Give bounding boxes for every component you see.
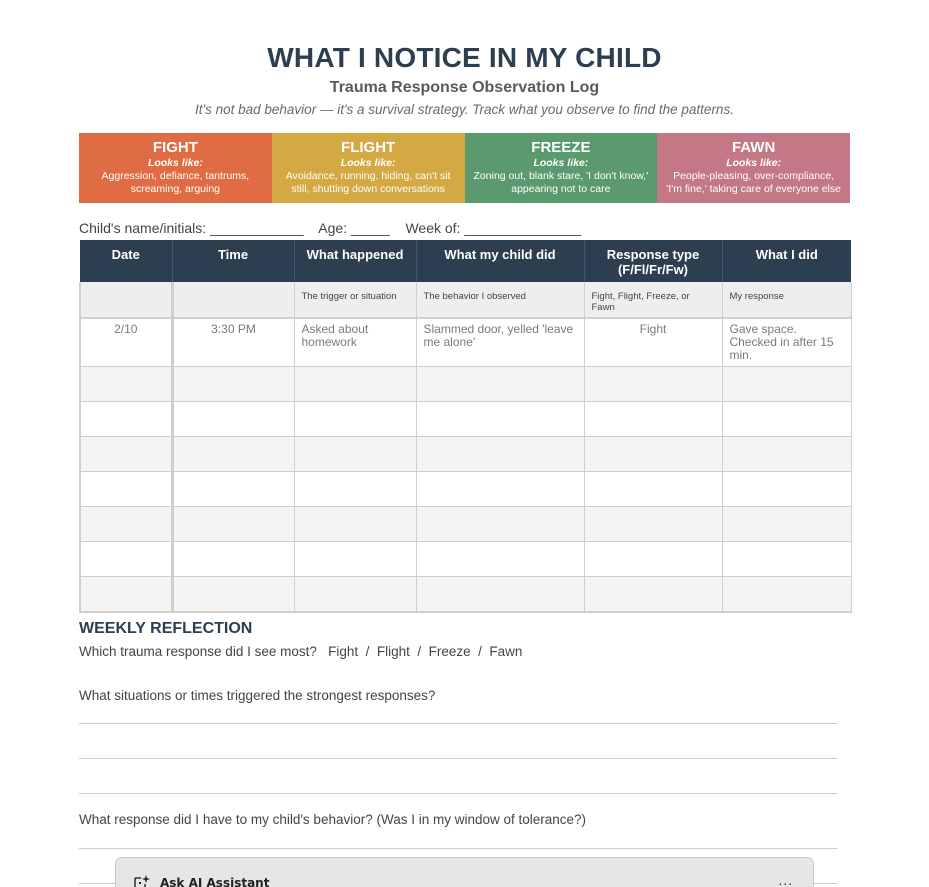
table-cell[interactable] bbox=[80, 507, 172, 542]
table-cell[interactable] bbox=[584, 437, 722, 472]
table-row bbox=[80, 318, 851, 367]
table-cell[interactable] bbox=[416, 437, 584, 472]
table-cell[interactable]: Slammed door, yelled 'leave me alone' bbox=[416, 318, 584, 367]
card-name: FLIGHT bbox=[341, 139, 396, 156]
table-hint-row bbox=[80, 282, 851, 318]
table-cell[interactable] bbox=[416, 542, 584, 577]
table-cell[interactable] bbox=[416, 472, 584, 507]
table-row bbox=[80, 437, 851, 472]
child-info-line[interactable]: Child's name/initials: ____________ Age: _____ Week of: _______________ bbox=[79, 220, 582, 236]
table-cell[interactable] bbox=[584, 472, 722, 507]
card-fight bbox=[79, 133, 272, 203]
header-label-sub: (F/Fl/Fr/Fw) bbox=[617, 262, 689, 277]
table-cell[interactable]: Asked about homework bbox=[294, 318, 416, 367]
table-cell[interactable] bbox=[172, 437, 294, 472]
card-looks-label: Looks like: bbox=[340, 157, 396, 169]
table-cell[interactable] bbox=[722, 577, 851, 612]
header-label: What my child did bbox=[444, 247, 556, 262]
table-cell[interactable] bbox=[294, 577, 416, 612]
card-fawn bbox=[657, 133, 850, 203]
card-desc: Aggression, defiance, tantrums, bbox=[101, 170, 250, 182]
hint-cell: The trigger or situation bbox=[294, 282, 416, 318]
reflection-question-triggers: What situations or times triggered the strongest responses? bbox=[79, 688, 436, 703]
weekly-reflection-heading: WEEKLY REFLECTION bbox=[79, 620, 253, 637]
table-cell[interactable] bbox=[722, 367, 851, 402]
table-cell[interactable] bbox=[416, 402, 584, 437]
table-cell[interactable] bbox=[294, 507, 416, 542]
table-cell[interactable] bbox=[172, 542, 294, 577]
hint-cell bbox=[80, 282, 172, 318]
table-row bbox=[80, 402, 851, 437]
answer-line[interactable] bbox=[79, 848, 837, 849]
table-cell[interactable] bbox=[722, 437, 851, 472]
hint-cell: My response bbox=[722, 282, 851, 318]
header-label: What happened bbox=[306, 247, 404, 262]
table-cell[interactable]: 3:30 PM bbox=[172, 318, 294, 367]
response-cards bbox=[79, 133, 850, 203]
table-cell[interactable] bbox=[584, 542, 722, 577]
table-cell[interactable] bbox=[172, 472, 294, 507]
card-desc: appearing not to care bbox=[511, 183, 611, 195]
table-cell[interactable] bbox=[722, 402, 851, 437]
card-desc: People-pleasing, over-compliance, bbox=[673, 170, 835, 182]
table-cell[interactable] bbox=[80, 472, 172, 507]
table-row bbox=[80, 577, 851, 612]
table-row bbox=[80, 542, 851, 577]
table-cell[interactable] bbox=[80, 367, 172, 402]
card-freeze bbox=[465, 133, 658, 203]
answer-line[interactable] bbox=[79, 793, 837, 794]
table-cell[interactable] bbox=[722, 507, 851, 542]
table-cell[interactable] bbox=[294, 437, 416, 472]
reflection-question-most-seen: Which trauma response did I see most? Fight / Flight / Freeze / Fawn bbox=[79, 644, 523, 659]
reflection-question-my-response: What response did I have to my child's behavior? (Was I in my window of tolerance?) bbox=[79, 812, 587, 827]
card-desc: screaming, arguing bbox=[130, 183, 221, 195]
table-cell[interactable] bbox=[416, 577, 584, 612]
observation-log-table bbox=[79, 240, 852, 613]
table-cell[interactable] bbox=[294, 472, 416, 507]
card-desc: 'I'm fine,' taking care of everyone else bbox=[666, 183, 841, 195]
page-title: WHAT I NOTICE IN MY CHILD bbox=[267, 42, 662, 73]
table-cell[interactable] bbox=[294, 367, 416, 402]
table-header-row bbox=[80, 240, 851, 282]
card-desc: Zoning out, blank stare, 'I don't know,' bbox=[473, 170, 649, 182]
ask-ai-assistant-label[interactable]: Ask AI Assistant bbox=[160, 876, 270, 887]
table-cell[interactable] bbox=[80, 577, 172, 612]
card-desc: still, shutting down conversations bbox=[291, 183, 445, 195]
answer-line[interactable] bbox=[79, 758, 837, 759]
header-what-happened bbox=[294, 240, 416, 282]
card-name: FREEZE bbox=[531, 139, 591, 156]
table-cell[interactable]: Gave space. Checked in after 15 min. bbox=[722, 318, 851, 367]
ai-sparkle-icon bbox=[134, 875, 150, 887]
table-cell[interactable] bbox=[80, 437, 172, 472]
header-label: Date bbox=[111, 247, 140, 262]
table-cell[interactable] bbox=[172, 577, 294, 612]
hint-cell: The behavior I observed bbox=[416, 282, 584, 318]
table-cell[interactable] bbox=[722, 472, 851, 507]
card-looks-label: Looks like: bbox=[533, 157, 589, 169]
card-looks-label: Looks like: bbox=[147, 157, 203, 169]
page-subtitle: Trauma Response Observation Log bbox=[329, 79, 600, 96]
table-row bbox=[80, 472, 851, 507]
hint-cell bbox=[172, 282, 294, 318]
hint-cell: Fight, Flight, Freeze, or Fawn bbox=[584, 282, 722, 318]
table-cell[interactable] bbox=[584, 402, 722, 437]
table-cell[interactable] bbox=[416, 507, 584, 542]
header-response-type bbox=[584, 240, 722, 282]
table-cell[interactable] bbox=[584, 577, 722, 612]
header-time bbox=[172, 240, 294, 282]
table-cell[interactable] bbox=[80, 542, 172, 577]
header-label: What I did bbox=[755, 247, 818, 262]
table-row bbox=[80, 507, 851, 542]
card-name: FAWN bbox=[731, 139, 776, 156]
table-cell[interactable] bbox=[416, 367, 584, 402]
answer-line[interactable] bbox=[79, 723, 837, 724]
ask-ai-assistant-panel[interactable] bbox=[115, 857, 814, 887]
table-cell[interactable] bbox=[80, 402, 172, 437]
table-cell[interactable] bbox=[172, 507, 294, 542]
header-what-child-did bbox=[416, 240, 584, 282]
table-cell[interactable] bbox=[722, 542, 851, 577]
header-label: Response type bbox=[606, 247, 700, 262]
table-cell[interactable] bbox=[294, 542, 416, 577]
more-options-icon[interactable]: ... bbox=[778, 872, 793, 887]
header-label: Time bbox=[217, 247, 249, 262]
card-looks-label: Looks like: bbox=[726, 157, 782, 169]
table-row bbox=[80, 367, 851, 402]
card-name: FIGHT bbox=[152, 139, 198, 156]
card-desc: Avoidance, running, hiding, can't sit bbox=[285, 170, 451, 182]
table-cell[interactable] bbox=[172, 402, 294, 437]
header-what-i-did bbox=[722, 240, 851, 282]
table-cell[interactable]: Fight bbox=[584, 318, 722, 367]
card-flight bbox=[272, 133, 465, 203]
page-tagline: It's not bad behavior — it's a survival strategy. Track what you observe to find the patterns. bbox=[195, 102, 734, 117]
header-date bbox=[80, 240, 172, 282]
table-cell[interactable] bbox=[294, 402, 416, 437]
table-cell[interactable] bbox=[172, 367, 294, 402]
table-cell[interactable]: 2/10 bbox=[80, 318, 172, 367]
table-cell[interactable] bbox=[584, 507, 722, 542]
table-cell[interactable] bbox=[584, 367, 722, 402]
